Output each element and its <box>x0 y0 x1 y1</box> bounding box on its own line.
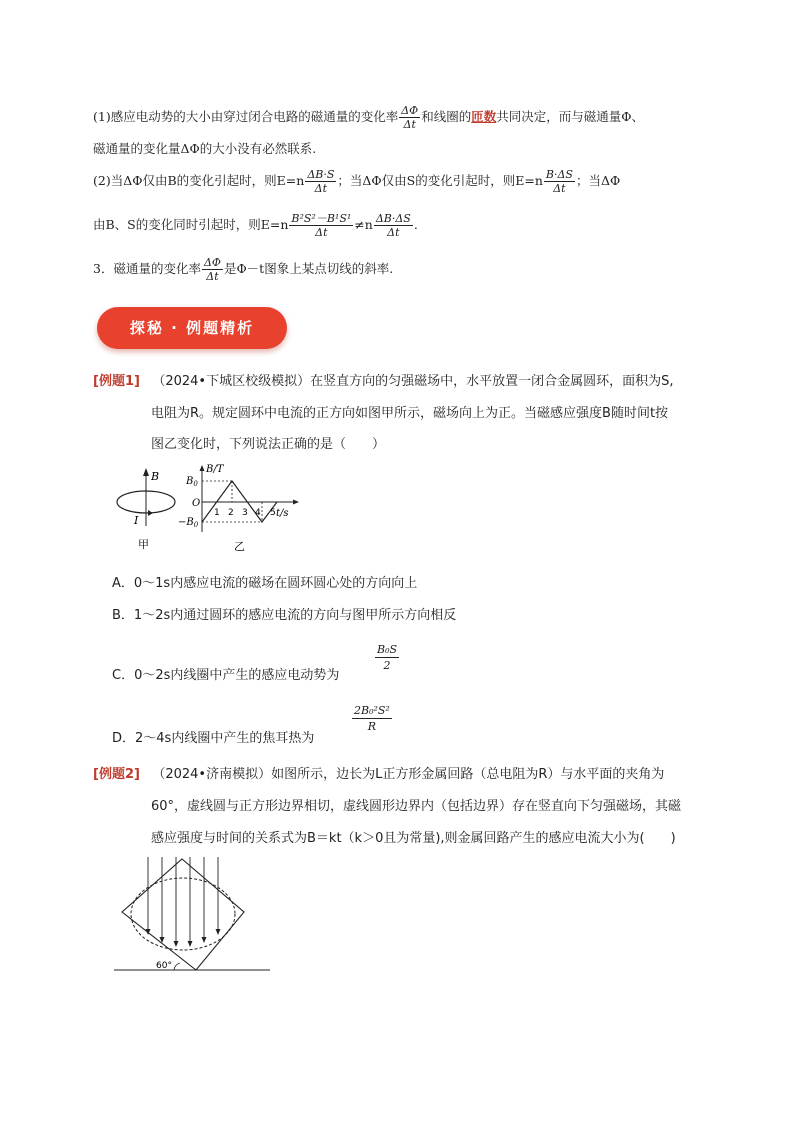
q1-line-1: [例题1] （2024•下城区校级模拟）在竖直方向的匀强磁场中，水平放置一闭合金属圆环，面积为S, <box>93 374 674 389</box>
note-3: 3．磁通量的变化率 $\frac{\Delta\Phi}{\Delta t}$ 是Φ－t图象上某点切线的斜率. <box>93 256 394 283</box>
q2-figure <box>110 855 280 975</box>
x-axis-arrow <box>293 500 299 505</box>
q1-tag: [例题1] <box>93 374 140 389</box>
q1-option-d: D．2～4s内线圈中产生的焦耳热为 <box>112 731 315 746</box>
field-arrowheads <box>146 929 221 947</box>
note-text: (1)感应电动势的大小由穿过闭合电路的磁通量的变化率 <box>93 109 399 124</box>
q1-option-c: C．0～2s内线圈中产生的感应电动势为 <box>112 668 340 683</box>
neg-b0-label: $-B_0$ <box>178 517 199 529</box>
section-banner: 探秘 · 例题精析 <box>97 307 287 349</box>
square-loop <box>122 859 244 970</box>
figure-yi <box>178 464 299 553</box>
q1-line-2: 电阻为R。规定圆环中电流的正方向如图甲所示，磁场向上为正。当磁感应强度B随时间t按 <box>151 406 669 421</box>
q1-option-c-fraction: $\frac{\text{B₀S}}{2}$ <box>377 643 398 672</box>
b-label: B <box>151 470 160 483</box>
q1-option-a: A．0～1s内感应电流的磁场在圆环圆心处的方向向上 <box>112 576 418 591</box>
note-1-line-2: 磁通量的变化量ΔΦ的大小没有必然联系. <box>93 141 317 156</box>
tick-4: 4 <box>255 508 261 518</box>
tick-2: 2 <box>228 508 234 518</box>
b0-label: $B_0$ <box>186 476 198 488</box>
q1-option-d-fraction: $\frac{\text{2B₀²S²}}{R}$ <box>354 704 390 733</box>
tick-3: 3 <box>242 508 248 518</box>
tick-5: 5 <box>270 508 276 518</box>
field-lines <box>148 857 218 945</box>
q2-line-2: 60°，虚线圆与正方形边界相切，虚线圆形边界内（包括边界）存在竖直向下匀强磁场，其磁 <box>151 799 682 814</box>
highlight-word: 匝数 <box>471 109 497 124</box>
origin-label: O <box>192 498 201 509</box>
i-label: I <box>134 514 139 527</box>
current-arrow <box>148 510 153 516</box>
b-arrow-head <box>143 468 149 476</box>
angle-arc <box>174 963 180 970</box>
q2-line-1: [例题2] （2024•济南模拟）如图所示，边长为L正方形金属回路（总电阻为R）与水平面的夹角为 <box>93 767 665 782</box>
yi-label: 乙 <box>234 540 245 553</box>
angle-label: 60° <box>156 961 172 971</box>
note-2-line-1: (2)当ΔΦ仅由B的变化引起时，则E=n $\frac{\Delta B\cdot S}{\Delta t}$ ；当ΔΦ仅由S的变化引起时，则E=n $\frac{B\cdot\Delta S}{\Delta t}$ ；当ΔΦ <box>93 168 621 195</box>
q1-line-3: 图乙变化时，下列说法正确的是（ ） <box>151 437 386 452</box>
q1-option-b: B．1～2s内通过圆环的感应电流的方向与图甲所示方向相反 <box>112 608 457 623</box>
q1-figure <box>110 462 320 557</box>
figure-jia <box>117 468 175 551</box>
note-1-line-1: (1)感应电动势的大小由穿过闭合电路的磁通量的变化率 $\frac{\Delta\Phi}{\Delta t}$ 和线圈的匝数共同决定，而与磁通量Φ、 <box>93 104 644 131</box>
y-axis-arrow <box>200 465 205 471</box>
jia-label: 甲 <box>138 538 149 551</box>
fraction: $\frac{\Delta\Phi}{\Delta t}$ <box>401 104 419 131</box>
tick-1: 1 <box>214 508 220 518</box>
x-axis-label: t/s <box>276 508 289 519</box>
note-2-line-2: 由B、S的变化同时引起时，则E=n $\frac{\text{B²S²－B¹S¹}}{\Delta t}$ ≠n $\frac{\Delta B\cdot\Delta S}{\Delta t}$ . <box>93 212 418 239</box>
dashed-circle <box>131 878 235 950</box>
q2-tag: [例题2] <box>93 767 140 782</box>
q2-line-3: 感应强度与时间的关系式为B＝kt（k＞0且为常量),则金属回路产生的感应电流大小为( ) <box>151 831 676 846</box>
y-axis-label: B/T <box>206 464 224 475</box>
